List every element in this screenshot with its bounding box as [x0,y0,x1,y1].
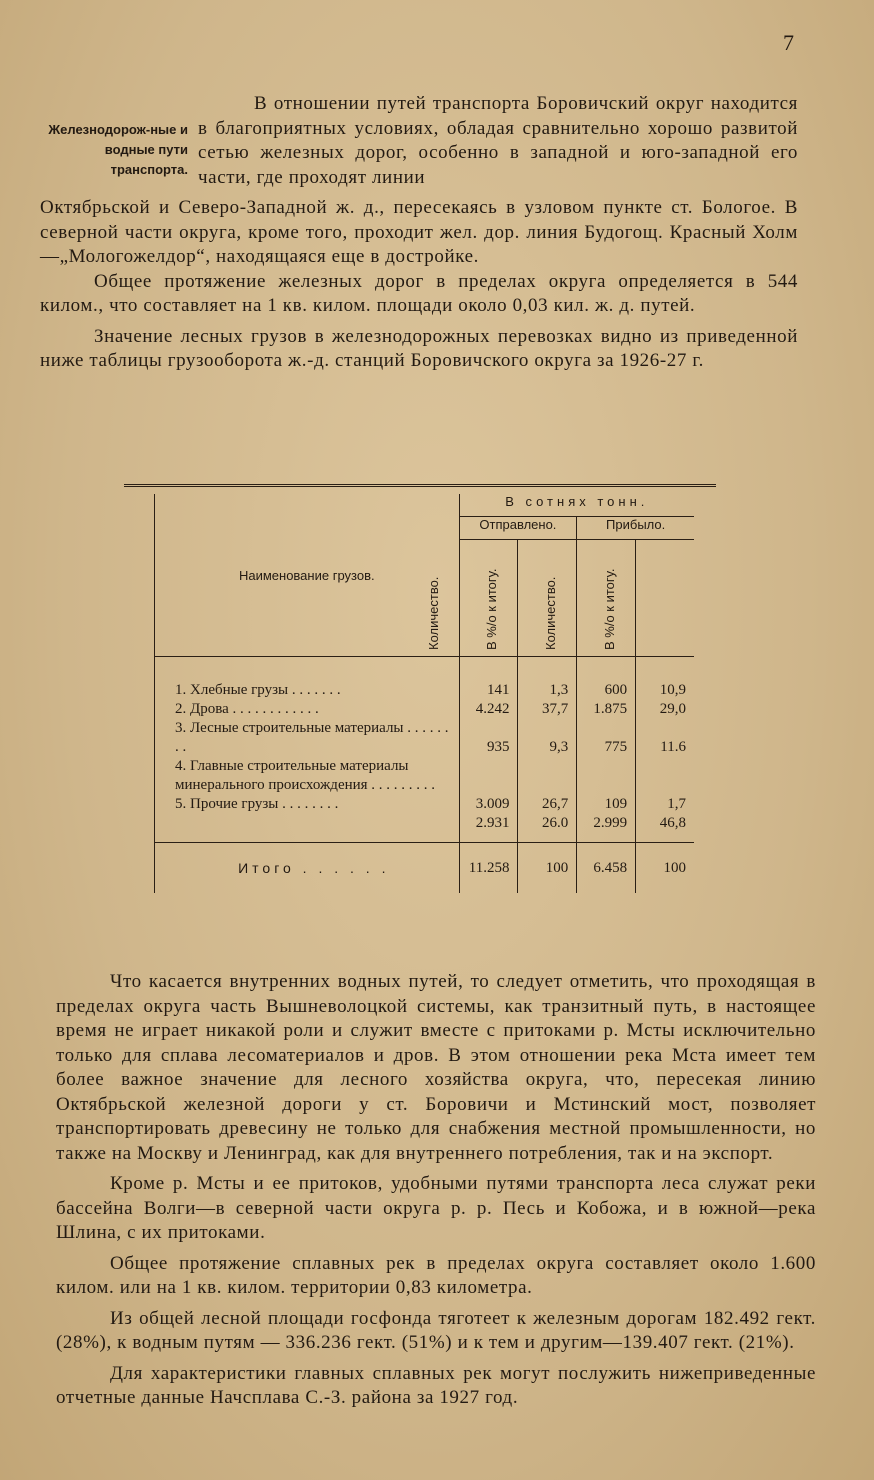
total-arrived-qty: 6.458 [577,843,636,894]
page-number: 7 [783,30,794,55]
header-arrived-qty: Количество. [577,540,636,657]
header-sent: Отправлено. [459,517,577,540]
row-label: 3. Лесные строительные материалы . . . . . . . . [175,720,449,755]
header-sent-qty: Количество. [459,540,518,657]
total-sent-pct: 100 [518,843,577,894]
sent-pct-column: 1,3 37,7 9,3 26,7 26.0 [518,657,577,843]
total-row [155,843,695,894]
arrived-pct-column: 10,9 29,0 11.6 1,7 46,8 [659,682,686,831]
paragraph-floating-rivers-length: Общее протяжение сплавных рек в пределах округа составляет около 1.600 килом. или на 1 кв. килом. территории 0,83 километра. [56,1252,816,1298]
intro-section [40,92,798,380]
freight-table [154,494,694,893]
paragraph-transport-lines: Октябрьской и Северо-Западной ж. д., пересекаясь в узловом пункте ст. Бологое. В северной части округа, кроме того, проходит жел. дор. линия Будогощ. Красный Холм—„Мологожелдор“, находящаяся еще в достройке. [40,197,798,267]
paragraph-railway-length: Общее протяжение железных дорог в пределах округа определяется в 544 килом., что составляет на 1 кв. килом. площади около 0,03 кил. ж. д. путей. [40,270,798,316]
lower-section [56,970,816,1417]
freight-table-block [124,484,716,914]
paragraph-volga-rivers: Кроме р. Мсты и ее притоков, удобными путями транспорта леса служат реки бассейна Волги—в северной части округа р. р. Песь и Кобожа, и в южной—река Шлина, с их притоками. [56,1173,816,1243]
cargo-names-cell [155,657,460,843]
total-sent-qty: 11.258 [459,843,518,894]
margin-heading: Железнодорож-ные и водные пути транспорта. [48,122,188,177]
paragraph-forest-area-distribution: Из общей лесной площади госфонда тяготеет к железным дорогам 182.492 гект. (28%), к водным путям — 336.236 гект. (51%) и к тем и другим—139.407 гект. (21%). [56,1307,816,1353]
row-label: 2. Дрова . . . . . . . . . . . . [175,701,319,717]
table-top-rule [124,484,716,491]
header-cargo-name: Наименование грузов. [155,494,460,657]
sent-qty-column: 141 4.242 935 3.009 2.931 [459,657,518,843]
paragraph-table-intro: Значение лесных грузов в железнодорожных перевозках видно из приведенной ниже таблицы грузооборота ж.-д. станций Боровичского округа за 1926-27 г. [40,325,798,371]
paragraph-rivers-report: Для характеристики главных сплавных рек могут послужить нижеприведенные отчетные данные Начсплава С.-З. района за 1927 год. [56,1362,816,1408]
total-label: Итого . . . . . . [155,843,460,894]
header-arrived: Прибыло. [577,517,694,540]
paragraph-waterways: Что касается внутренних водных путей, то следует отметить, что проходящая в пределах округа часть Вышневолоцкой системы, как транзитный путь, в настоящее время не играет никакой роли и служит вместе с притоками р. Мсты исключительно только для сплава лесоматериалов и дров. В этом отношении река Мста имеет тем более важное значение для лесного хозяйства округа, что, пересекая линию Октябрьской железной дороги у ст. Боровичи и Мстинский мост, позволяет транспортировать древесину не только для снабжения местной промышленности, но также на Москву и Ленинград, как для внутреннего потребления, так и на экспорт. [56,971,816,1164]
total-arrived-pct: 100 [636,843,694,894]
paragraph-transport-intro: В отношении путей транспорта Боровичский округ находится в благоприятных условиях, обладая сравнительно хорошо развитой сетью железных дорог, особенно в западной и юго-западной его части, где проходят линии [198,93,798,188]
header-sent-pct: В %/о к итогу. [518,540,577,657]
row-label: 5. Прочие грузы . . . . . . . . [175,796,339,812]
row-label: 1. Хлебные грузы . . . . . . . [175,682,341,698]
arrived-qty-column: 600 1.875 775 109 2.999 [577,657,636,843]
header-arrived-pct: В %/о к итогу. [636,540,694,657]
row-label: 4. Главные строительные материалы минерального происхождения . . . . . . . . . [175,758,436,793]
header-units: В сотнях тонн. [459,494,694,517]
